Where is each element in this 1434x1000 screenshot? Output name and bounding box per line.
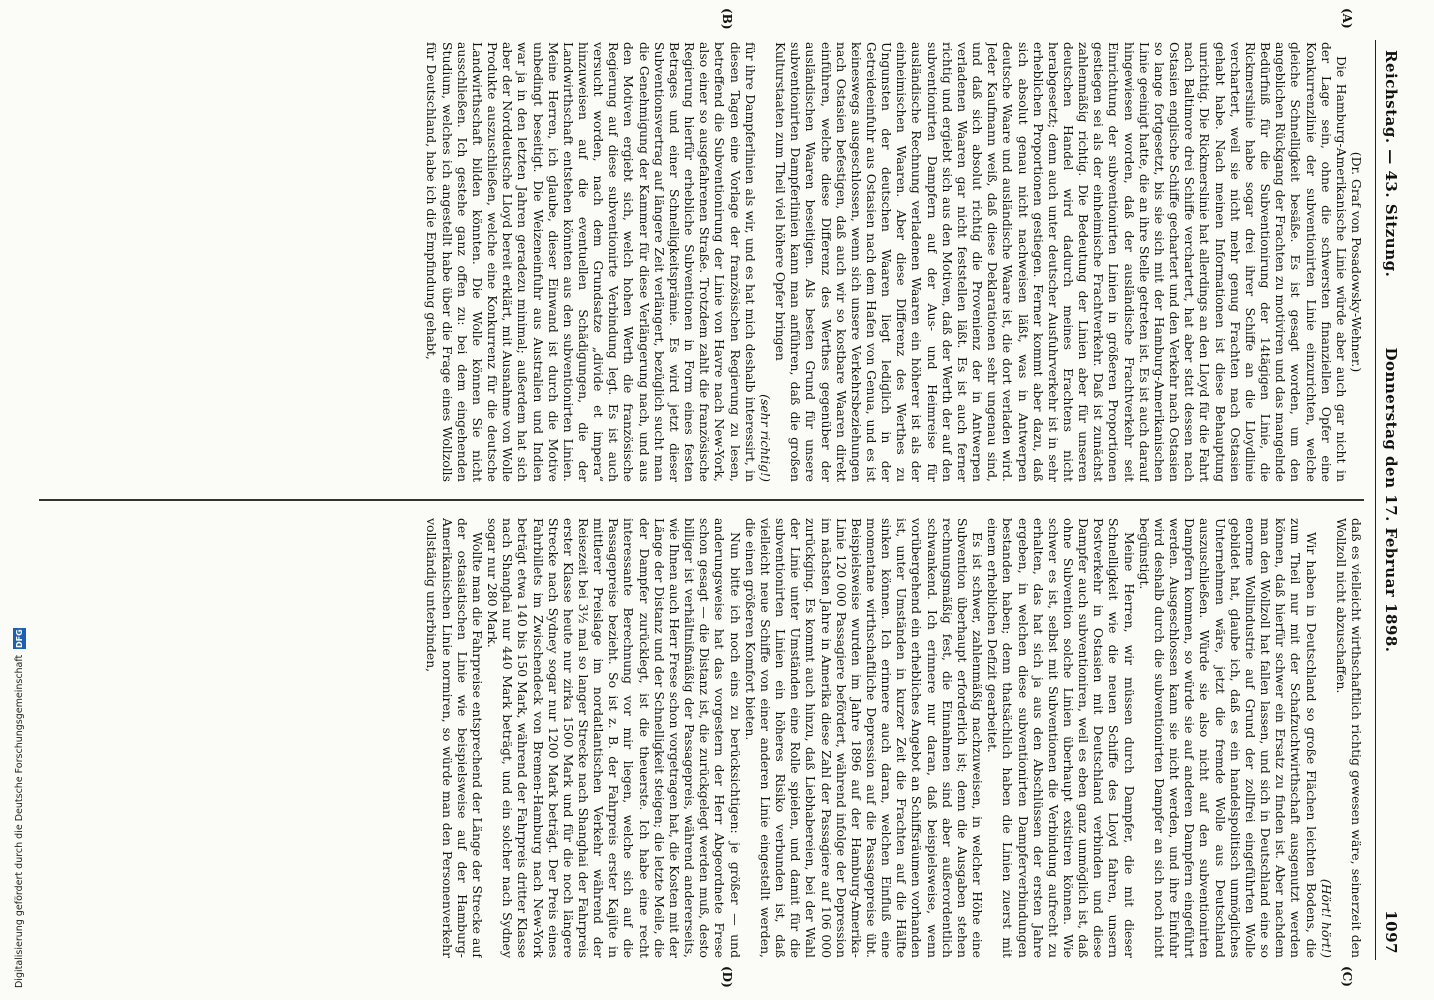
paragraph: Es ist schwer, zahlenmäßig nachzuweisen, in welcher Höhe eine Subvention überhaupt erforderlich ist; denn die Ausgaben stehen rechnungsmäßig fest, die Einnahmen sind aber außerordentlich schwankend. Ich erinnere nur daran, daß beispielsweise, wenn vorübergehend ein erhebliches Angebot an Schiffsräumen vorhanden ist, unter Umständen in kurzer Zeit die Frachten auf die Hälfte sinken können. Ich erinnere auch daran, welchen Einfluß eine momentane wirthschaftliche Depression auf die Passagepreise übt. Beispielsweise wurden im Jahre 1896 auf der Hamburg-Amerika-Linie 120 000 Passagiere befördert, während infolge der Depression im nächsten Jahre in Amerika diese Zahl der Passagiere auf 106 000 zurückging. Es kommt auch hinzu, daß Liebhabereien, bei der Wahl der Linie unter Umständen eine Rolle spielen, und damit für die subventionirten Linien ein höheres Risiko verbunden ist, daß vielleicht neue Schiffe von einer anderen Linie eingestellt werden, die einen größeren Komfort bieten. bbox=[742, 518, 986, 958]
column-divider bbox=[39, 499, 1364, 501]
dfg-logo: DFG bbox=[14, 628, 24, 648]
page-number: 1097 bbox=[1382, 910, 1400, 954]
paragraph: Wollte man die Fahrpreise entsprechend der Länge der Strecke auf der ostasiatischen Linie wie beispielsweise auf der Hamburg-Amerikanischen Linie normiren, so würde man den Personenverkehr vollständig unterbinden, bbox=[424, 518, 485, 958]
paragraph: Die Hamburg-Amerikanische Linie würde aber auch gar nicht in der Lage sein, ohne die schwersten finanziellen Opfer eine Konkurrenzlinie der subventionirten Linie einzurichten, welche gleiche Schnelligkeit besäße. Es ist gesagt worden, um den angeblichen Rückgang der Frachten zu motiviren und das mangelnde Bedürfniß für die Subventionirung der 14tägigen Linie, die Rickmerslinie habe sogar drei ihrer Schiffe an die Lloydlinie verchartert, weil sie nicht mehr genug Frachten nach Ostasien gehabt habe. Nach meinen Informationen ist diese Behauptung unrichtig. Die Rickmerslinie hat allerdings an den Lloyd für die Fahrt nach Baltimore drei Schiffe verchartert, hat aber statt dessen nach Ostasien englische Schiffe gechartert und den Verkehr nach Ostasien so lange fortgesetzt, bis sie sich mit der Hamburg-Amerikanischen Linie geeinigt hatte, die an ihre Stelle getreten ist. Es ist auch darauf hingewiesen worden, daß der ausländische Frachtverkehr seit Einrichtung der subventionirten Linien in größeren Proportionen gestiegen sei als der einheimische Frachtverkehr. Daß ist zunächst zahlenmäßig richtig. Die Bedeutung der Linien aber für unseren deutschen Handel wird dadurch meines Erachtens nicht herabgesetzt; denn auch unter deutscher Ausfuhrverkehr ist in sehr erheblichen Proportionen gestiegen. Ferner kommt aber dazu, daß sich absolut genau nicht nachweisen läßt, was in Antwerpen deutsche Waare und ausländische Waare ist, die dort verladen wird. Jeder Kaufmann weiß, daß diese Deklarationen sehr ungenau sind, und daß sich absolut richtig die Provenienz der in Antwerpen verladenen Waaren gar nicht feststellen läßt. Es ist auch ferner richtig und ergiebt sich aus den Motiven, daß der Werth der auf den subventionirten Dampfern auf der Aus- und Heimreise für ausländische Rechnung verladenen Waaren ein höherer ist als der einheimischen Waaren. Aber diese Differenz des Werthes zu Ungunsten der deutschen Waaren liegt lediglich in der Getreideeinfuhr aus Ostasien nach dem Hafen von Genua, und es ist keineswegs ausgeschlossen, wenn sich unsere Verkehrsbeziehungen nach Ostasien befestigen, daß auch wir so kostbare Waaren direkt einführen, welche diese Differenz des Werthes gegenüber der ausländischen Waaren beseitigen. Als besten Grund für unsere subventionirten Dampferlinien kann man anführen, daß die großen Kulturstaaten zum Theil viel höhere Opfer bringen bbox=[773, 42, 1349, 482]
margin-marker-b: (B) bbox=[720, 8, 734, 30]
paragraph: daß es vielleicht wirthschaftlich richtig gewesen wäre, seinerzeit den Wollzoll nicht abzuschaffen. bbox=[1333, 518, 1364, 958]
paragraph: Meine Herren, wir müssen durch Dampfer, die mit dieser Schnelligkeit wie die neuen Schiffe des Lloyd fahren, unsern Postverkehr in Ostasien mit Deutschland verbinden und diese Dampfer auch subventioniren, weil es eben ganz unmöglich ist, daß ohne Subvention solche Linien überhaupt existiren können. Wie schwer es ist, selbst mit Subventionen die Verbindung aufrecht zu erhalten, das hat sich ja aus den Abschlüssen der ersten Jahre ergeben, in welchen diese subventionirten Dampferverbindungen bestanden haben; denn thatsächlich haben die Linien zuerst mit einem erheblichen Defizit gearbeitet. bbox=[985, 518, 1137, 958]
digitization-credit bbox=[10, 0, 28, 1000]
margin-marker-a: (A) bbox=[1340, 8, 1354, 29]
credit-text: Digitalisierung gefördert durch die Deutsche Forschungsgemeinschaft bbox=[13, 654, 25, 988]
paragraph: für ihre Dampferlinien als wir, und es hat mich deshalb interessirt, in diesen Tagen eine Vorlage der französischen Regierung zu lesen, betreffend die Subventionirung der Linie von Havre nach New-York, also einer so ausgefahrenen Straße. Trotzdem zahlt die französische Regierung hierfür erhebliche Subventionen in Form eines festen Betrages und einer Schnelligkeitsprämie. Es wird jetzt dieser Subventionsvertrag auf längere Zeit verlängert, bezüglich sucht man die Genehmigung der Kammer für diese Verlängerung nach, und aus den Motiven ergiebt sich, welch hohen Werth die französische Regierung auf diese subventionirte Verbindung legt. Es ist auch versucht worden, nach dem Grundsatze „divide et impera“ hinzuweisen auf die eventuellen Schädigungen, die der Landwirthschaft entstehen könnten aus den subventionirten Linien. Meine Herren, ich glaube, dieser Einwand ist durch die Motive unbedingt beseitigt. Die Weizeneinfuhr aus Australien und Indien war ja in den letzten Jahren geradezu minimal; außerdem hat sich aber der Norddeutsche Lloyd bereit erklärt, mit Ausnahme von Wolle Produkte auszuschließen, welche eine Konkurrenz für die deutsche Landwirthschaft bilden könnten. Die Wolle können Sie nicht ausschließen. Ich gestehe ganz offen zu: bei dem eingehenden Studium, welches ich angestellt habe über die Frage eines Wollzolls für Deutschland, habe ich die Empfindung gehabt, bbox=[424, 42, 758, 482]
header-date: Donnerstag den 17. Februar 1898. bbox=[1382, 347, 1400, 653]
left-column bbox=[39, 42, 1364, 482]
interjection: (sehr richtig!) bbox=[757, 394, 773, 482]
interjection: (Hört! hört!) bbox=[1318, 878, 1334, 958]
header-session: Reichstag. — 43. Sitzung. bbox=[1382, 50, 1400, 278]
margin-marker-d: (D) bbox=[720, 966, 734, 988]
paragraph: Wir haben in Deutschland so große Flächen leichten Bodens, die zum Theil nur mit der Schafzuchtwirthschaft ausgenutzt werden können, daß hierfür schwer ein Ersatz zu finden ist. Aber nachdem man den Wollzoll hat fallen lassen, und sich in Deutschland eine so enorme Wollindustrie auf Grund der zollfrei eingeführten Wolle gebildet hat, glaube ich, daß es ein handelspolitisch unmögliches Unternehmen wäre, jetzt die fremde Wolle aus Deutschland auszuschließen. Würde sie also nicht auf den subventionirten Dampfern kommen, so würde sie auf anderen Dampfern eingeführt werden. Ausgeschlossen kann sie nicht werden, und ihre Einfuhr wird deshalb durch die subventionirten Dampfer an sich noch nicht begünstigt. bbox=[1136, 518, 1319, 958]
margin-marker-c: (C) bbox=[1340, 966, 1354, 987]
speaker-intro: (Dr. Graf von Posadowsky-Wehner.) bbox=[1349, 151, 1364, 373]
page-header bbox=[1375, 40, 1404, 960]
paragraph: Nun bitte ich noch eins zu berücksichtigen: je größer — und anderungsweise hat das vorgestern der Herr Abgeordnete Frese schon gesagt — die Distanz ist, die zurückgelegt werden muß, desto billiger ist verhältnißmäßig der Passagepreis, während andererseits, wie Ihnen auch Herr Frese schon vorgetragen hat, die Kosten mit der Länge der Distanz und der Schnelligkeit steigen; die letzte Meile, die der Dampfer zurücklegt, ist die theuerste. Ich habe eine recht interessante Berechnung vor mir liegen, welche sich auf die Passagepreise bezieht. So ist z. B. der Fahrpreis erster Kajüte in mittlerer Preislage im nordatlantischen Verkehr während der Reisezeit bei 3½ mal so langer Strecke nach Shanghai der Fahrpreis erster Klasse heute nur zirka 1500 Mark und für die noch längere Strecke nach Sydney sogar nur 1200 Mark beträgt. Der Preis eines Fahrbillets im Zwischendeck von Bremen-Hamburg nach New-York beträgt etwa 140 bis 150 Mark, während der Fahrpreis dritter Klasse nach Shanghai nur 440 Mark beträgt, und ein solcher nach Sydney sogar nur 280 Mark. bbox=[485, 518, 743, 958]
right-column bbox=[39, 518, 1364, 958]
